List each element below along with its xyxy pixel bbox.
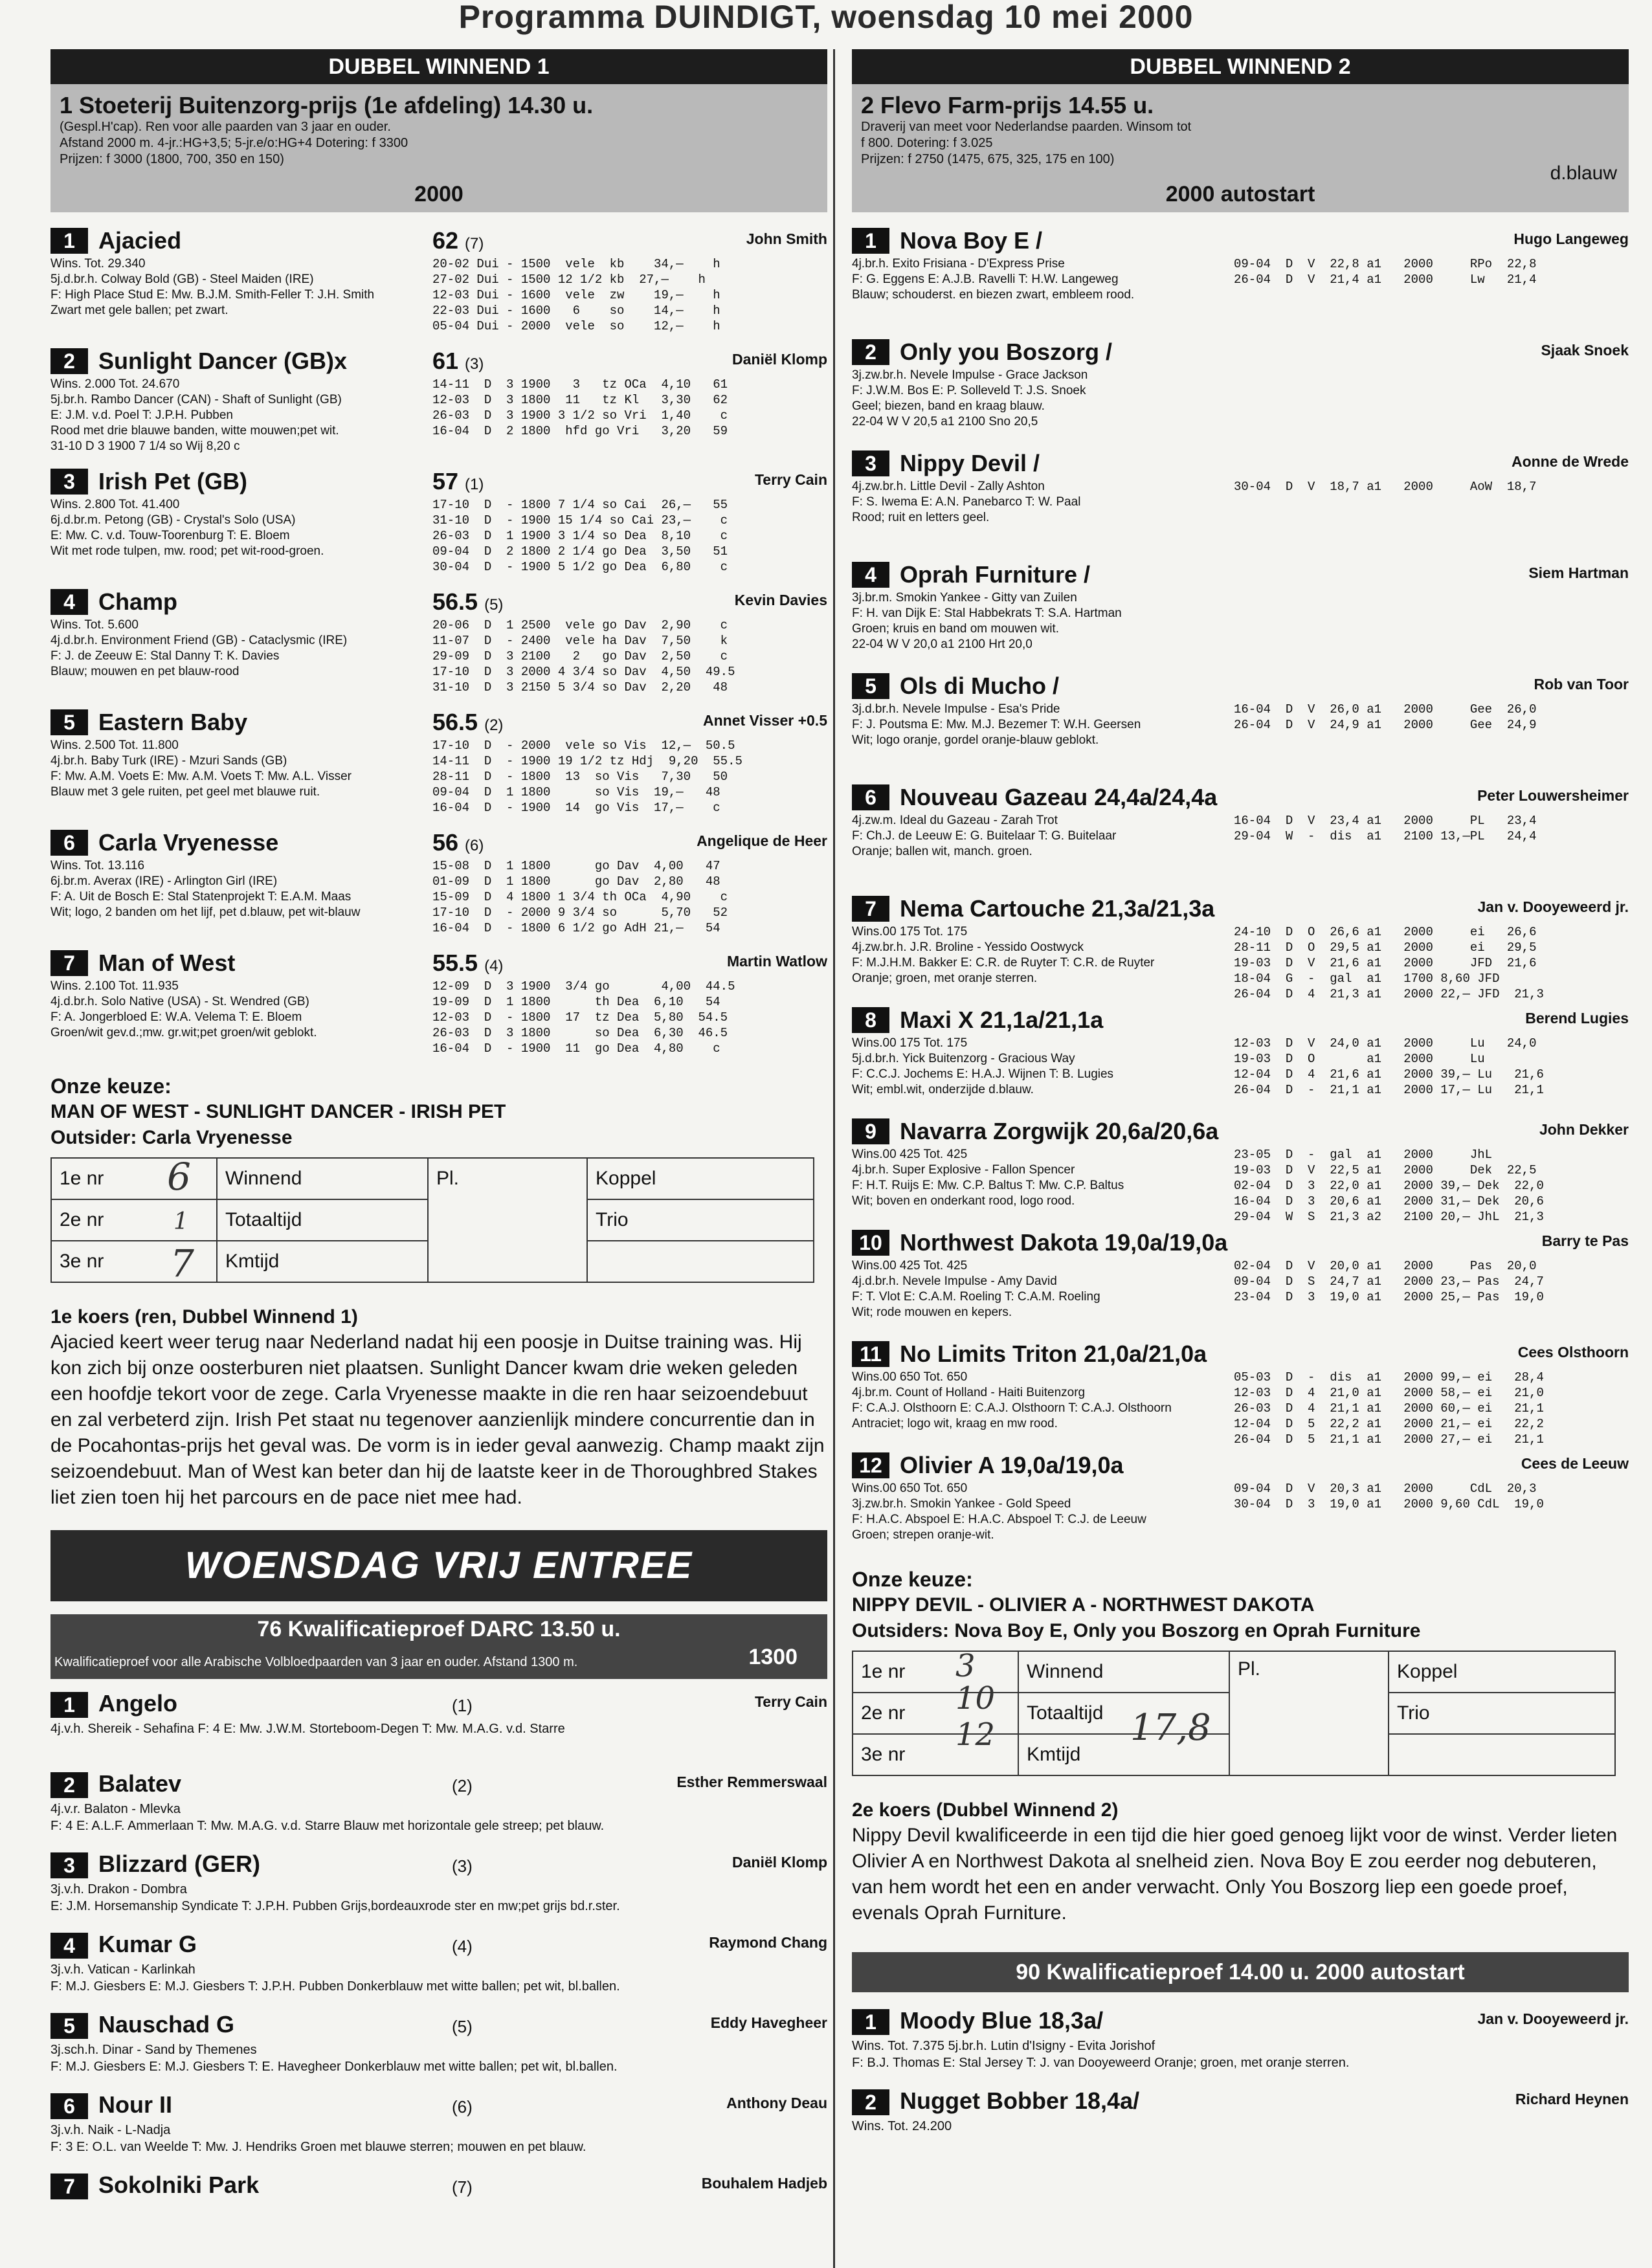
start-number: 11	[852, 1341, 889, 1367]
form-lines: 15-08 D 1 1800 go Dav 4,00 47 01-09 D 1 1800 go Dav 2,80 48 15-09 D 4 1800 1 3/4 th OCa 4,90 c 17-10 D - 2000 9 3/4 so 5,70 52 16-04 D - 1800 6 1/2 go AdH 21,— 54	[432, 859, 728, 935]
horse-name: Nema Cartouche 21,3a/21,3a	[900, 895, 1215, 922]
race-color: d.blauw	[1550, 162, 1617, 184]
form-lines: 05-03 D - dis a1 2000 99,— ei 28,4 12-03 D 4 21,0 a1 2000 58,— ei 21,0 26-03 D 4 21,1 a1 2000 60,— ei 21,1 12-04 D 5 22,2 a1 2000 21,— ei 22,2 26-04 D 5 21,1 a1 2000 27,— ei 21,1	[1234, 1370, 1544, 1447]
draw-value: (1)	[465, 476, 484, 493]
horse-weight	[432, 467, 484, 499]
horse-name: Ols di Mucho /	[900, 673, 1060, 699]
horse-entry	[50, 708, 827, 828]
horse-info: Wins.00 425 Tot. 425 4j.d.br.h. Nevele Impulse - Amy David F: T. Vlot E: C.A.M. Roeling T: C.A.M. Roeling Wit; rode mouwen en kepers.	[852, 1259, 1100, 1319]
horse-info: 3j.v.h. Drakon - Dombra E: J.M. Horsemanship Syndicate T: J.P.H. Pubben Grijs,bordeauxrode ster en mw;pet grijs bd.r.ster.	[50, 1882, 620, 1913]
jockey-name: Angelique de Heer	[697, 832, 827, 849]
start-number: 3	[50, 469, 88, 495]
start-number: 6	[852, 784, 889, 810]
start-number: 1	[50, 228, 88, 254]
horse-info: 3j.br.m. Smokin Yankee - Gitty van Zuilen F: H. van Dijk E: Stal Habbekrats T: S.A. Hartman Groen; kruis en band om mouwen wit. 22-04 W V 20,0 a1 2100 Hrt 20,0	[852, 591, 1122, 651]
row-label: 3e nr	[853, 1734, 1018, 1775]
horse-weight	[432, 708, 503, 740]
horse-info: Wins.00 175 Tot. 175 4j.zw.br.h. J.R. Broline - Yessido Oostwyck F: M.J.H.M. Bakker E: C.R. de Ruyter T: C.R. de Ruyter Oranje; groen, met oranje sterren.	[852, 925, 1155, 985]
start-number: 5	[50, 2013, 88, 2039]
start-number: 9	[852, 1118, 889, 1144]
horse-name: Northwest Dakota 19,0a/19,0a	[900, 1229, 1228, 1256]
horse-entry	[852, 1117, 1629, 1228]
draw-value: (7)	[465, 235, 484, 252]
start-number: 7	[50, 950, 88, 976]
jockey-name: Sjaak Snoek	[1541, 342, 1629, 359]
jockey-name: Richard Heynen	[1515, 2091, 1629, 2107]
form-lines: 14-11 D 3 1900 3 tz OCa 4,10 61 12-03 D 3 1800 11 tz Kl 3,30 62 26-03 D 3 1900 3 1/2 so Vri 1,40 c 16-04 D 2 1800 hfd go Vri 3,20 59	[432, 377, 728, 438]
start-number: 2	[852, 2089, 889, 2115]
horse-name: Nippy Devil /	[900, 450, 1040, 476]
horse-entry	[50, 828, 827, 949]
horse-name: Man of West	[98, 950, 236, 976]
row-label: 3e nr	[51, 1241, 217, 1282]
form-lines: 20-02 Dui - 1500 vele kb 34,— h 27-02 Dui - 1500 12 1/2 kb 27,— h 12-03 Dui - 1600 vele zw 19,— h 22-03 Dui - 1600 6 so 14,— h 05-04 Dui - 2000 vele so 12,— h	[432, 257, 720, 333]
horse-name: Ajacied	[98, 227, 182, 254]
handwritten-number: 17,8	[1130, 1707, 1211, 1749]
section-bar: DUBBEL WINNEND 2	[852, 49, 1629, 84]
jockey-name: Jan v. Dooyeweerd jr.	[1477, 898, 1629, 915]
horse-name: Nova Boy E /	[900, 227, 1043, 254]
horse-name: Eastern Baby	[98, 709, 248, 735]
start-number: 12	[852, 1452, 889, 1478]
horse-info: Wins. Tot. 5.600 4j.d.br.h. Environment Friend (GB) - Cataclysmic (IRE) F: J. de Zeeuw E: Stal Danny T: K. Davies Blauw; mouwen en pet blauw-rood	[50, 618, 348, 678]
score-table	[50, 1157, 814, 1283]
handwritten-number: 3	[955, 1648, 976, 1684]
empty-cell	[587, 1241, 814, 1282]
horse-info: 4j.zw.m. Ideal du Gazeau - Zarah Trot F: Ch.J. de Leeuw E: G. Buitelaar T: G. Buitelaar Oranje; ballen wit, manch. groen.	[852, 814, 1117, 858]
horse-info: 4j.v.h. Shereik - Sehafina F: 4 E: Mw. J.W.M. Storteboom-Degen T: Mw. M.A.G. v.d. Starre	[50, 1722, 565, 1736]
horse-name: Nauschad G	[98, 2011, 235, 2038]
horse-entry	[50, 227, 827, 347]
horse-weight	[432, 828, 484, 860]
draw-value: (6)	[465, 837, 484, 854]
jockey-name: Terry Cain	[754, 1693, 827, 1710]
horse-list	[50, 227, 827, 1069]
jockey-name: John Smith	[746, 230, 827, 247]
start-number: 6	[50, 830, 88, 856]
qualification-entry	[50, 1930, 827, 2010]
horse-entry	[852, 561, 1629, 672]
row-label: 1e nr	[51, 1158, 217, 1199]
race-conditions: Draverij van meet voor Nederlandse paarden. Winsom tot f 800. Dotering: f 3.025 Prijzen: f 2750 (1475, 675, 325, 175 en 100)	[861, 120, 1192, 166]
jockey-name: Barry te Pas	[1541, 1232, 1629, 1249]
handwritten-number: 7	[170, 1241, 194, 1285]
start-number: 4	[50, 1933, 88, 1959]
start-number: 4	[852, 562, 889, 588]
jockey-name: Esther Remmerswaal	[676, 1773, 827, 1790]
race-title: 2 Flevo Farm-prijs 14.55 u.	[861, 92, 1154, 118]
form-lines: 24-10 D O 26,6 a1 2000 ei 26,6 28-11 D O 29,5 a1 2000 ei 29,5 19-03 D V 21,6 a1 2000 JFD 21,6 18-04 G - gal a1 1700 8,60 JFD 26-04 D 4 21,3 a1 2000 22,— JFD 21,3	[1234, 925, 1544, 1001]
cell-label: Kmtijd	[217, 1241, 428, 1282]
row-label: 1e nr	[853, 1651, 1018, 1693]
form-lines: 09-04 D V 20,3 a1 2000 CdL 20,3 30-04 D 3 19,0 a1 2000 9,60 CdL 19,0	[1234, 1482, 1544, 1511]
draw-value: (4)	[452, 1937, 473, 1956]
race-comment: Nippy Devil kwalificeerde in een tijd die hier goed genoeg lijkt voor de winst. Verder lieten Olivier A en Northwest Dakota al snelheid zien. Nova Boy E zou eerder nog debuteren, van hem wordt het een en ander verwacht. Only You Boszorg liep een goede proef, evenals Oprah Furniture.	[852, 1825, 1618, 1924]
start-number: 2	[852, 339, 889, 365]
qualification-title: 76 Kwalificatieproef DARC 13.50 u.	[257, 1617, 621, 1641]
horse-entry	[852, 672, 1629, 783]
horse-entry	[852, 449, 1629, 561]
horse-info: Wins.00 175 Tot. 175 5j.d.br.h. Yick Buitenzorg - Gracious Way F: C.C.J. Jochems E: H.A.J. Wijnen T: B. Lugies Wit; embl.wit, onderzijde d.blauw.	[852, 1036, 1114, 1096]
horse-entry	[852, 895, 1629, 1006]
draw-value: (2)	[484, 717, 504, 734]
start-number: 1	[852, 2009, 889, 2035]
draw-value: (3)	[452, 1856, 473, 1876]
race-comment-title: 2e koers (Dubbel Winnend 2)	[852, 1799, 1119, 1821]
horse-info: 3j.d.br.h. Nevele Impulse - Esa's Pride F: J. Poutsma E: Mw. M.J. Bezemer T: W.H. Geersen Wit; logo oranje, gordel oranje-blauw geblokt.	[852, 702, 1141, 747]
draw-value: (6)	[452, 2097, 473, 2117]
qualification-entry	[50, 1770, 827, 1850]
qualification-entry	[50, 2010, 827, 2091]
horse-name: Oprah Furniture /	[900, 561, 1091, 588]
form-lines: 09-04 D V 22,8 a1 2000 RPo 22,8 26-04 D V 21,4 a1 2000 Lw 21,4	[1234, 257, 1537, 287]
qualification-list	[50, 1689, 827, 2251]
horse-name: Irish Pet (GB)	[98, 468, 248, 495]
draw-value: (1)	[452, 1696, 473, 1715]
horse-entry	[50, 588, 827, 708]
horse-name: Angelo	[98, 1690, 177, 1717]
jockey-name: Martin Watlow	[726, 953, 827, 970]
race-comment: Ajacied keert weer terug naar Nederland nadat hij een poosje in Duitse training was. Hij kon zich bij onze oosterburen niet plaatsen. Sunlight Dancer kwam drie weken geleden een hoofdje tekort voor de zege. Carla Vryenesse maakte in die ren haar seizoendebuut en zal verbeterd zijn. Irish Pet staat nu tegenover aanzienlijk mindere concurrentie dan in de Pocahontas-prijs het geval was. De vorm is in ieder geval aanwezig. Champ maakt zijn seizoendebuut. Man of West kan beter dan hij de laatste keer in de Thoroughbred Stakes liet zien toen hij het parcours en de pace niet mee had.	[50, 1331, 825, 1508]
section-bar: DUBBEL WINNEND 1	[50, 49, 827, 84]
form-lines: 23-05 D - gal a1 2000 JhL 19-03 D V 22,5 a1 2000 Dek 22,5 02-04 D 3 22,0 a1 2000 39,— Dek 22,0 16-04 D 3 20,6 a1 2000 31,— Dek 20,6 29-04 W S 21,3 a2 2100 20,— JhL 21,3	[1234, 1148, 1544, 1224]
horse-name: Sunlight Dancer (GB)x	[98, 348, 348, 374]
start-number: 6	[50, 2093, 88, 2119]
jockey-name: Kevin Davies	[734, 592, 827, 608]
cell-label: Winnend	[1018, 1651, 1229, 1693]
start-number: 3	[50, 1852, 88, 1878]
horse-name: Nugget Bobber 18,4a/	[900, 2087, 1140, 2114]
horse-info: 3j.sch.h. Dinar - Sand by Themenes F: M.J. Giesbers E: M.J. Giesbers T: E. Havegheer Donkerblauw met witte ballen; pet wit, bl.ballen.	[50, 2043, 618, 2074]
jockey-name: Cees Olsthoorn	[1517, 1344, 1629, 1361]
form-lines: 16-04 D V 26,0 a1 2000 Gee 26,0 26-04 D V 24,9 a1 2000 Gee 24,9	[1234, 702, 1537, 732]
start-number: 5	[852, 673, 889, 699]
jockey-name: Hugo Langeweg	[1513, 230, 1629, 247]
jockey-name: Raymond Chang	[709, 1934, 827, 1951]
weight-value: 56	[432, 829, 459, 856]
draw-value: (5)	[484, 596, 504, 614]
pick-horses: MAN OF WEST - SUNLIGHT DANCER - IRISH PET	[50, 1101, 506, 1122]
horse-name: Olivier A 19,0a/19,0a	[900, 1452, 1124, 1478]
qualification-entry	[50, 1850, 827, 1930]
pick-label: Onze keuze:	[852, 1568, 973, 1591]
jockey-name: Rob van Toor	[1534, 676, 1629, 693]
draw-value: (7)	[452, 2177, 473, 2197]
cell-label: Kmtijd	[1018, 1734, 1229, 1775]
cell-label: Trio	[1389, 1693, 1615, 1734]
race-comment-title: 1e koers (ren, Dubbel Winnend 1)	[50, 1306, 358, 1328]
horse-name: Maxi X 21,1a/21,1a	[900, 1006, 1104, 1033]
handwritten-number: 10	[955, 1680, 996, 1717]
jockey-name: Bouhalem Hadjeb	[701, 2175, 827, 2192]
qualification-conditions: Kwalificatieproef voor alle Arabische Volbloedpaarden van 3 jaar en ouder. Afstand 1300 m.	[54, 1655, 578, 1669]
qualification-entry	[852, 2087, 1629, 2167]
page-title: Programma DUINDIGT, woensdag 10 mei 2000	[458, 0, 1194, 35]
cell-label: Pl.	[1229, 1651, 1389, 1775]
cell-label: Trio	[587, 1199, 814, 1241]
horse-name: Nour II	[98, 2091, 172, 2118]
start-number: 10	[852, 1230, 889, 1256]
form-lines: 20-06 D 1 2500 vele go Dav 2,90 c 11-07 D - 2400 vele ha Dav 7,50 k 29-09 D 3 2100 2 go Dav 2,50 c 17-10 D 3 2000 4 3/4 so Dav 4,50 49.5 31-10 D 3 2150 5 3/4 so Dav 2,20 48	[432, 618, 735, 695]
form-lines: 17-10 D - 2000 vele so Vis 12,— 50.5 14-11 D - 1900 19 1/2 tz Hdj 9,20 55.5 28-11 D - 1800 13 so Vis 7,30 50 09-04 D 1 1800 so Vis 19,— 48 16-04 D - 1900 14 go Vis 17,— c	[432, 739, 742, 815]
start-number: 8	[852, 1007, 889, 1033]
jockey-name: Jan v. Dooyeweerd jr.	[1477, 2010, 1629, 2027]
pick-label: Onze keuze:	[50, 1074, 172, 1098]
promo-banner: WOENSDAG VRIJ ENTREE	[50, 1530, 827, 1601]
race-distance: 2000 autostart	[1165, 182, 1315, 206]
empty-cell	[1389, 1734, 1615, 1775]
jockey-name: Eddy Havegheer	[710, 2014, 827, 2031]
jockey-name: John Dekker	[1539, 1121, 1629, 1138]
form-lines: 12-09 D 3 1900 3/4 go 4,00 44.5 19-09 D 1 1800 th Dea 6,10 54 12-03 D - 1800 17 tz Dea 5,80 54.5 26-03 D 3 1800 so Dea 6,30 46.5 16-04 D - 1900 11 go Dea 4,80 c	[432, 979, 735, 1056]
cell-label: Pl.	[428, 1158, 587, 1282]
form-lines: 30-04 D V 18,7 a1 2000 AoW 18,7	[1234, 480, 1537, 494]
race-conditions: (Gespl.H'cap). Ren voor alle paarden van 3 jaar en ouder. Afstand 2000 m. 4-jr.:HG+3,5; 5-jr.e/o:HG+4 Dotering: f 3300 Prijzen: f 3000 (1800, 700, 350 en 150)	[60, 120, 408, 166]
horse-info: Wins. Tot. 29.340 5j.d.br.h. Colway Bold (GB) - Steel Maiden (IRE) F: High Place Stud E: Mw. B.J.M. Smith-Feller T: J.H. Smith Zwart met gele ballen; pet zwart.	[50, 257, 375, 317]
horse-info: 4j.br.h. Exito Frisiana - D'Express Prise F: G. Eggens E: A.J.B. Ravelli T: H.W. Langeweg Blauw; schouderst. en biezen zwart, embleem rood.	[852, 257, 1135, 302]
horse-entry	[50, 949, 827, 1069]
form-lines: 16-04 D V 23,4 a1 2000 PL 23,4 29-04 W - dis a1 2100 13,—PL 24,4	[1234, 814, 1537, 843]
pick-horses: NIPPY DEVIL - OLIVIER A - NORTHWEST DAKOTA	[852, 1594, 1315, 1616]
draw-value: (5)	[452, 2017, 473, 2036]
horse-name: Blizzard (GER)	[98, 1851, 261, 1877]
horse-name: Navarra Zorgwijk 20,6a/20,6a	[900, 1118, 1219, 1144]
cell-label: Totaaltijd	[217, 1199, 428, 1241]
qualification-entry	[50, 1689, 827, 1770]
cell-label: Koppel	[587, 1158, 814, 1199]
start-number: 5	[50, 709, 88, 735]
horse-list	[852, 227, 1629, 1562]
outsider: Outsiders: Nova Boy E, Only you Boszorg en Oprah Furniture	[852, 1620, 1421, 1641]
horse-info: 3j.v.h. Vatican - Karlinkah F: M.J. Giesbers E: M.J. Giesbers T: J.P.H. Pubben Donkerblauw met witte ballen; pet wit, bl.ballen.	[50, 1962, 620, 1994]
horse-info: Wins. Tot. 24.200	[852, 2119, 952, 2133]
jockey-name: Daniël Klomp	[732, 351, 827, 368]
horse-entry	[50, 467, 827, 588]
horse-name: Carla Vryenesse	[98, 829, 279, 856]
jockey-name: Terry Cain	[754, 471, 827, 488]
cell-label: Winnend	[217, 1158, 428, 1199]
horse-info: Wins. 2.100 Tot. 11.935 4j.d.br.h. Solo Native (USA) - St. Wendred (GB) F: A. Jongerbloed E: W.A. Velema T: E. Bloem Groen/wit gev.d.;mw. gr.wit;pet groen/wit geblokt.	[50, 979, 317, 1040]
jockey-name: Anthony Deau	[726, 2095, 827, 2111]
horse-entry	[852, 1451, 1629, 1562]
qualification-header	[50, 1614, 827, 1679]
jockey-name: Berend Lugies	[1525, 1010, 1629, 1027]
horse-weight	[432, 347, 484, 379]
weight-value: 62	[432, 227, 459, 254]
column-divider	[833, 49, 835, 2268]
horse-name: Only you Boszorg /	[900, 339, 1113, 365]
start-number: 4	[50, 589, 88, 615]
start-number: 7	[50, 2174, 88, 2199]
horse-entry	[852, 1006, 1629, 1117]
draw-value: (4)	[484, 957, 504, 975]
horse-info: Wins. Tot. 13.116 6j.br.m. Averax (IRE) - Arlington Girl (IRE) F: A. Uit de Bosch E: Stal Statenprojekt T: E.A.M. Maas Wit; logo, 2 banden om het lijf, pet d.blauw, pet wit-blauw	[50, 859, 361, 919]
qualification-entry	[50, 2171, 827, 2251]
weight-value: 56.5	[432, 709, 478, 735]
cell-label: Totaaltijd	[1018, 1693, 1229, 1734]
horse-info: 4j.v.r. Balaton - Mlevka F: 4 E: A.L.F. Ammerlaan T: Mw. M.A.G. v.d. Starre Blauw met horizontale gele streep; pet blauw.	[50, 1802, 605, 1833]
horse-info: Wins. 2.500 Tot. 11.800 4j.br.h. Baby Turk (IRE) - Mzuri Sands (GB) F: Mw. A.M. Voets E: Mw. A.M. Voets T: Mw. A.L. Visser Blauw met 3 gele ruiten, pet geel met blauwe ruit.	[50, 739, 352, 799]
horse-name: Nouveau Gazeau 24,4a/24,4a	[900, 784, 1218, 810]
horse-info: Wins. 2.000 Tot. 24.670 5j.br.h. Rambo Dancer (CAN) - Shaft of Sunlight (GB) E: J.M. v.d. Poel T: J.P.H. Pubben Rood met drie blauwe banden, witte mouwen;pet wit. 31-10 D 3 1900 7 1/4 so Wij 8,20 c	[50, 377, 342, 453]
qualification-bar: 90 Kwalificatieproef 14.00 u. 2000 autostart	[852, 1952, 1629, 1992]
weight-value: 57	[432, 468, 459, 495]
horse-entry	[852, 1340, 1629, 1451]
draw-value: (3)	[465, 355, 484, 373]
row-label: 2e nr	[853, 1693, 1018, 1734]
handwritten-number: 1	[173, 1208, 188, 1235]
start-number: 2	[50, 348, 88, 374]
horse-entry	[852, 227, 1629, 338]
outsider: Outsider: Carla Vryenesse	[50, 1127, 293, 1148]
horse-weight	[432, 588, 503, 619]
horse-entry	[852, 783, 1629, 895]
race-distance: 2000	[414, 182, 463, 206]
qualification-distance: 1300	[748, 1645, 798, 1669]
horse-info: 4j.zw.br.h. Little Devil - Zally Ashton F: S. Iwema E: A.N. Panebarco T: W. Paal Rood; ruit en letters geel.	[852, 480, 1081, 524]
weight-value: 61	[432, 348, 459, 374]
jockey-name: Peter Louwersheimer	[1477, 787, 1629, 804]
horse-info: 3j.zw.br.h. Nevele Impulse - Grace Jackson F: J.W.M. Bos E: P. Solleveld T: J.S. Snoek Geel; biezen, band en kraag blauw. 22-04 W V 20,5 a1 2100 Sno 20,5	[852, 368, 1088, 428]
weight-value: 55.5	[432, 950, 478, 976]
horse-entry	[50, 347, 827, 467]
our-pick	[852, 1566, 1629, 1644]
horse-name: Moody Blue 18,3a/	[900, 2007, 1104, 2034]
form-lines: 02-04 D V 20,0 a1 2000 Pas 20,0 09-04 D S 24,7 a1 2000 23,— Pas 24,7 23-04 D 3 19,0 a1 2000 25,— Pas 19,0	[1234, 1259, 1544, 1304]
handwritten-number: 12	[955, 1717, 996, 1753]
left-column	[50, 49, 827, 2251]
draw-value: (2)	[452, 1776, 473, 1796]
jockey-name: Daniël Klomp	[732, 1854, 827, 1871]
horse-name: Champ	[98, 588, 178, 615]
horse-info: Wins. 2.800 Tot. 41.400 6j.d.br.m. Petong (GB) - Crystal's Solo (USA) E: Mw. C. v.d. Touw-Toorenburg T: E. Bloem Wit met rode tulpen, mw. rood; pet wit-rood-groen.	[50, 498, 324, 558]
row-label: 2e nr	[51, 1199, 217, 1241]
qualification-entry	[852, 2007, 1629, 2087]
horse-weight	[432, 949, 503, 981]
race-title: 1 Stoeterij Buitenzorg-prijs (1e afdeling) 14.30 u.	[60, 92, 594, 118]
jockey-name: Cees de Leeuw	[1521, 1455, 1629, 1472]
weight-value: 56.5	[432, 588, 478, 615]
horse-name: Kumar G	[98, 1931, 197, 1957]
qualification-entry	[50, 2091, 827, 2171]
jockey-name: Annet Visser +0.5	[703, 712, 827, 729]
start-number: 2	[50, 1772, 88, 1798]
right-column	[852, 49, 1629, 2167]
form-lines: 12-03 D V 24,0 a1 2000 Lu 24,0 19-03 D O a1 2000 Lu 12-04 D 4 21,6 a1 2000 39,— Lu 21,6 26-04 D - 21,1 a1 2000 17,— Lu 21,1	[1234, 1036, 1544, 1097]
jockey-name: Aonne de Wrede	[1511, 453, 1629, 470]
handwritten-number: 6	[167, 1155, 191, 1199]
race-header	[852, 84, 1629, 212]
horse-name: Sokolniki Park	[98, 2172, 260, 2198]
horse-entry	[852, 1228, 1629, 1340]
horse-weight	[432, 227, 484, 258]
horse-entry	[852, 338, 1629, 449]
start-number: 1	[852, 228, 889, 254]
jockey-name: Siem Hartman	[1528, 564, 1629, 581]
start-number: 7	[852, 896, 889, 922]
our-pick	[50, 1073, 827, 1151]
horse-info: Wins. Tot. 7.375 5j.br.h. Lutin d'Isigny - Evita Jorishof F: B.J. Thomas E: Stal Jersey T: J. van Dooyeweerd Oranje; groen, met oranje sterren.	[852, 2039, 1350, 2070]
horse-info: 3j.v.h. Naik - L-Nadja F: 3 E: O.L. van Weelde T: Mw. J. Hendriks Groen met blauwe sterren; mouwen en pet blauw.	[50, 2123, 586, 2154]
start-number: 1	[50, 1692, 88, 1718]
form-lines: 17-10 D - 1800 7 1/4 so Cai 26,— 55 31-10 D - 1900 15 1/4 so Cai 23,— c 26-03 D 1 1900 3 1/4 so Dea 8,10 c 09-04 D 2 1800 2 1/4 go Dea 3,50 51 30-04 D - 1900 5 1/2 go Dea 6,80 c	[432, 498, 728, 574]
start-number: 3	[852, 450, 889, 476]
qualification-list	[852, 2007, 1629, 2167]
horse-info: Wins.00 650 Tot. 650 4j.br.m. Count of Holland - Haiti Buitenzorg F: C.A.J. Olsthoorn E: C.A.J. Olsthoorn T: C.A.J. Olsthoorn Antraciet; logo wit, kraag en mw rood.	[852, 1370, 1172, 1430]
cell-label: Koppel	[1389, 1651, 1615, 1693]
horse-name: No Limits Triton 21,0a/21,0a	[900, 1340, 1207, 1367]
horse-info: Wins.00 650 Tot. 650 3j.zw.br.h. Smokin Yankee - Gold Speed F: H.A.C. Abspoel E: H.A.C. Abspoel T: C.J. de Leeuw Groen; strepen oranje-wit.	[852, 1482, 1146, 1542]
horse-info: Wins.00 425 Tot. 425 4j.br.h. Super Explosive - Fallon Spencer F: H.T. Ruijs E: Mw. C.P. Baltus T: Mw. C.P. Baltus Wit; boven en onderkant rood, logo rood.	[852, 1148, 1124, 1208]
race-header	[50, 84, 827, 212]
horse-name: Balatev	[98, 1770, 182, 1797]
